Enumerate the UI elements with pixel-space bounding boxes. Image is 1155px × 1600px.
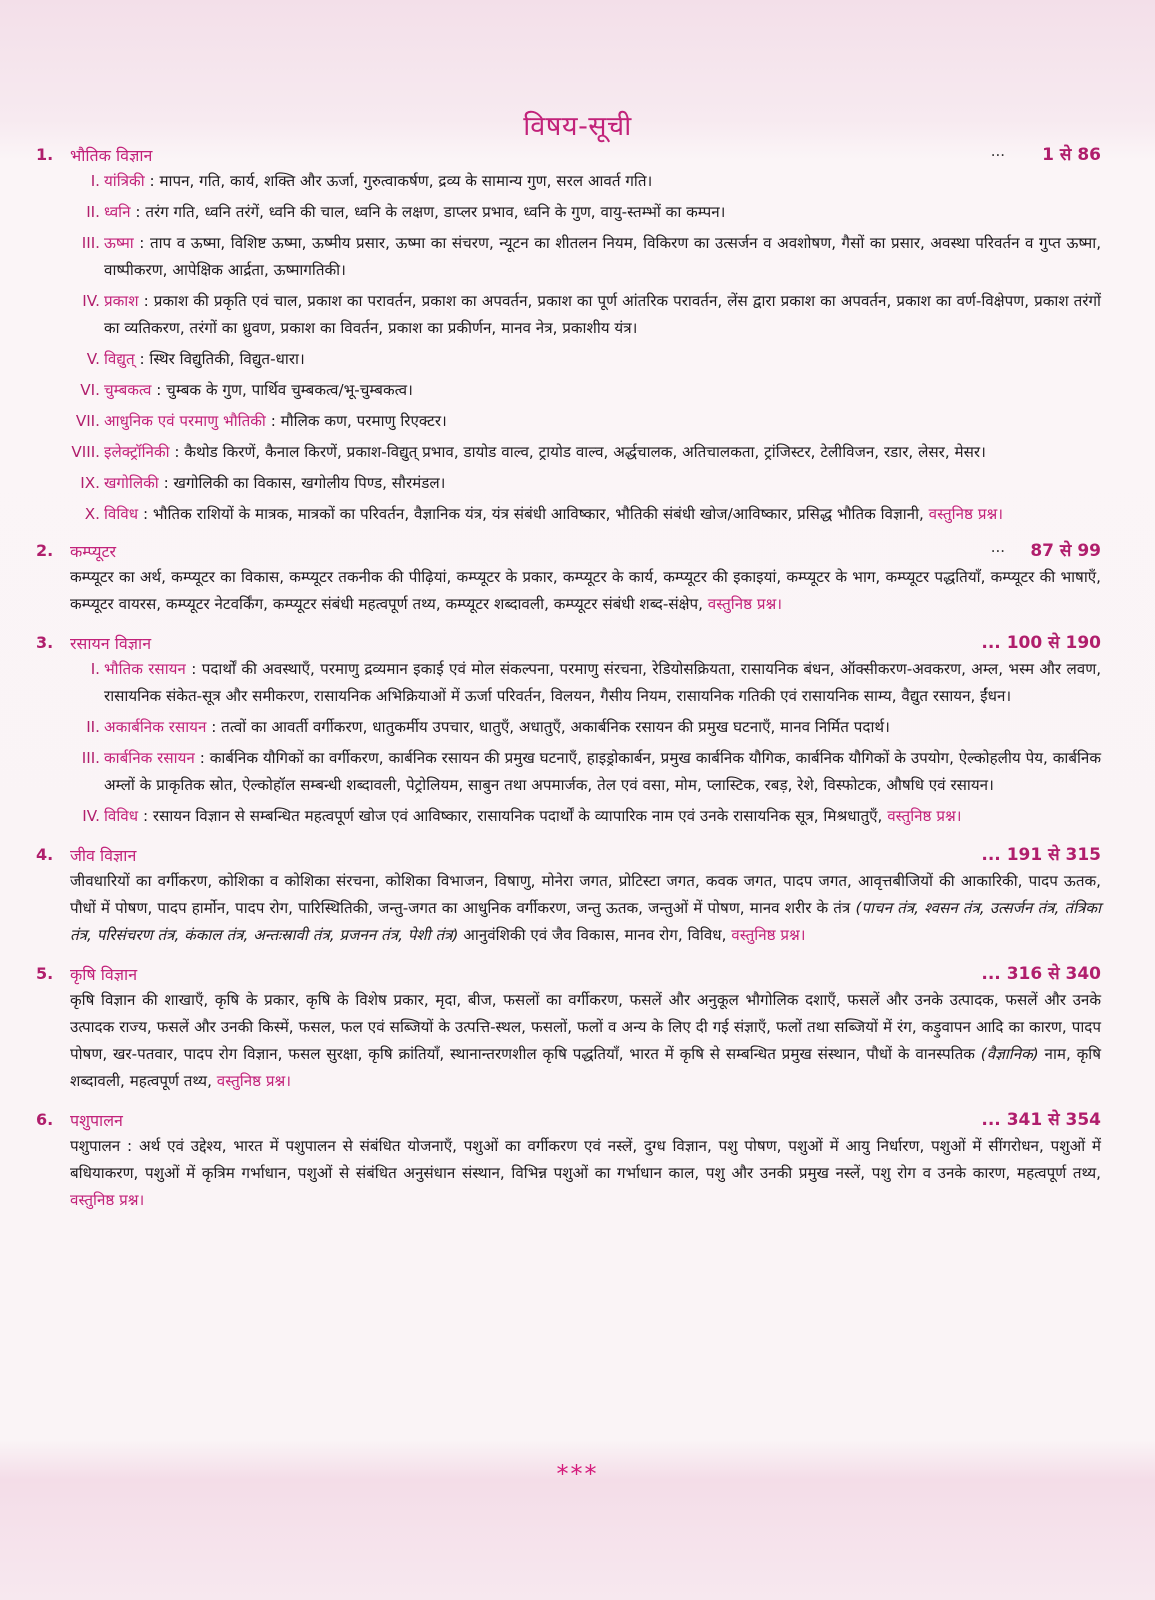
subsection-text: तरंग गति, ध्वनि तरंगें, ध्वनि की चाल, ध्वनि के लक्षण, डाप्लर प्रभाव, ध्वनि के गुण, वायु-स्तम्भों का कम्पन। [145, 203, 726, 221]
subsection-text: मौलिक कण, परमाणु रिएक्टर। [280, 412, 447, 430]
leader-dots: ... [990, 538, 1005, 556]
roman-numeral: V. [86, 350, 100, 368]
subsection[interactable]: IV. प्रकाश : प्रकाश की प्रकृति एवं चाल, प्रकाश का परावर्तन, प्रकाश का अपवर्तन, प्रकाश का पूर्ण आंतरिक परावर्तन, लेंस द्वारा प्रकाश का अपवर्तन, प्रकाश का वर्ण-विक्षेपण, प्रकाश तरंगों का व्यतिकरण, तरंगों का ध्रुवण, प्रकाश का विवर्तन, प्रकाश का प्रकीर्णन, मानव नेत्र, प्रकाशीय यंत्र। [0, 288, 1155, 342]
section-body: पशुपालन : अर्थ एवं उद्देश्य, भारत में पशुपालन से संबंधित योजनाएँ, पशुओं का वर्गीकरण एवं नस्लें, दुग्ध विज्ञान, पशु पोषण, पशुओं में आयु निर्धारण, पशुओं में सींगरोधन, पशुओं में बधियाकरण, पशुओं में कृत्रिम गर्भाधान, पशुओं से संबंधित अनुसंधान संस्थान, विभिन्न पशुओं का गर्भाधान काल, पशु और उनकी प्रमुख नस्लें, पशु रोग व उनके कारण, महत्वपूर्ण तथ्य, वस्तुनिष्ठ प्रश्न। [70, 1137, 1101, 1209]
section-computer [0, 536, 1155, 618]
roman-numeral: II. [86, 718, 100, 736]
subsection[interactable]: I. भौतिक रसायन : पदार्थों की अवस्थाएँ, परमाणु द्रव्यमान इकाई एवं मोल संकल्पना, परमाणु संरचना, रेडियोसक्रियता, रासायनिक बंधन, ऑक्सीकरण-अवकरण, अम्ल, भस्म और लवण, रासायनिक संकेत-सूत्र और समीकरण, रासायनिक अभिक्रियाओं में ऊर्जा परिवर्तन, विलयन, गैसीय नियम, रासायनिक गतिकी एवं रासायनिक साम्य, वैद्युत रसायन, ईंधन। [0, 656, 1155, 710]
section-header[interactable] [0, 628, 1155, 656]
roman-numeral: IV. [82, 807, 100, 825]
subsection-label: प्रकाश [104, 292, 139, 310]
leader-dots: ... [990, 142, 1005, 160]
page-range: ... 316 से 340 [981, 964, 1101, 984]
subsection-label: विद्युत् [104, 350, 135, 368]
objective-questions-link[interactable]: वस्तुनिष्ठ प्रश्न। [70, 1191, 145, 1209]
subsection-label: चुम्बकत्व [104, 381, 152, 399]
roman-numeral: IX. [80, 474, 100, 492]
roman-numeral: VII. [75, 412, 100, 430]
roman-numeral: IV. [82, 292, 100, 310]
page-range: 87 से 99 [1030, 541, 1101, 561]
objective-questions-link[interactable]: वस्तुनिष्ठ प्रश्न। [887, 807, 962, 825]
subsection-label: आधुनिक एवं परमाणु भौतिकी [104, 412, 266, 430]
subsection-text: भौतिक राशियों के मात्रक, मात्रकों का परिवर्तन, वैज्ञानिक यंत्र, यंत्र संबंधी आविष्कार, भौतिकी संबंधी खोज/आविष्कार, प्रसिद्ध भौतिक विज्ञानी, [152, 505, 924, 523]
section-title: रसायन विज्ञान [70, 634, 152, 653]
section-title: जीव विज्ञान [70, 846, 137, 865]
subsection-text: मापन, गति, कार्य, शक्ति और ऊर्जा, गुरुत्वाकर्षण, द्रव्य के सामान्य गुण, सरल आवर्त गति। [159, 172, 653, 190]
subsection-text: चुम्बक के गुण, पार्थिव चुम्बकत्व/भू-चुम्बकत्व। [166, 381, 413, 399]
objective-questions-link[interactable]: वस्तुनिष्ठ प्रश्न। [731, 926, 806, 944]
section-header[interactable] [0, 536, 1155, 564]
subsection[interactable]: V. विद्युत् : स्थिर विद्युतिकी, विद्युत-धारा। [0, 346, 1155, 373]
subsection[interactable]: III. कार्बनिक रसायन : कार्बनिक यौगिकों का वर्गीकरण, कार्बनिक रसायन की प्रमुख घटनाएँ, हाइड्रोकार्बन, प्रमुख कार्बनिक यौगिक, कार्बनिक यौगिकों के उपयोग, ऐल्कोहलीय पेय, कार्बनिक अम्लों के प्राकृतिक स्रोत, ऐल्कोहॉल सम्बन्धी शब्दावली, पेट्रोलियम, साबुन तथा अपमार्जक, तेल एवं वसा, मोम, प्लास्टिक, रबड़, रेशे, विस्फोटक, औषधि एवं रसायन। [0, 745, 1155, 799]
section-number: 4. [36, 845, 54, 864]
roman-numeral: I. [90, 660, 100, 678]
subsection-text: कार्बनिक यौगिकों का वर्गीकरण, कार्बनिक रसायन की प्रमुख घटनाएँ, हाइड्रोकार्बन, प्रमुख कार्बनिक यौगिक, कार्बनिक यौगिकों के उपयोग, ऐल्कोहलीय पेय, कार्बनिक अम्लों के प्राकृतिक स्रोत, ऐल्कोहॉल सम्बन्धी शब्दावली, पेट्रोलियम, साबुन तथा अपमार्जक, तेल एवं वसा, मोम, प्लास्टिक, रबड़, रेशे, विस्फोटक, औषधि एवं रसायन। [104, 749, 1102, 794]
subsection-label: भौतिक रसायन [104, 660, 186, 678]
section-biology [0, 840, 1155, 949]
roman-numeral: I. [90, 172, 100, 190]
roman-numeral: II. [86, 203, 100, 221]
section-body: जीवधारियों का वर्गीकरण, कोशिका व कोशिका संरचना, कोशिका विभाजन, विषाणु, मोनेरा जगत, प्रोटिस्टा जगत, कवक जगत, पादप जगत, आवृत्तबीजियों की आकारिकी, पादप ऊतक, पौधों में पोषण, पादप हार्मोन, पादप रोग, पारिस्थितिकी, जन्तु-जगत का आधुनिक वर्गीकरण, जन्तु ऊतक, जन्तुओं में पोषण, मानव शरीर के तंत्र (पाचन तंत्र, श्वसन तंत्र, उत्सर्जन तंत्र, तंत्रिका तंत्र, परिसंचरण तंत्र, कंकाल तंत्र, अन्तःस्रावी तंत्र, प्रजनन तंत्र, पेशी तंत्र) आनुवंशिकी एवं जैव विकास, मानव रोग, विविध, वस्तुनिष्ठ प्रश्न। [70, 872, 1102, 944]
section-header[interactable] [0, 1105, 1155, 1133]
subsection-label: कार्बनिक रसायन [104, 749, 195, 767]
roman-numeral: VIII. [71, 443, 100, 461]
section-animal-husbandry [0, 1105, 1155, 1214]
section-header[interactable] [0, 140, 1155, 168]
section-agriculture [0, 959, 1155, 1095]
subsection[interactable]: VII. आधुनिक एवं परमाणु भौतिकी : मौलिक कण, परमाणु रिएक्टर। [0, 408, 1155, 435]
roman-numeral: III. [81, 749, 100, 767]
section-title: कम्प्यूटर [70, 542, 117, 561]
subsection-text: पदार्थों की अवस्थाएँ, परमाणु द्रव्यमान इकाई एवं मोल संकल्पना, परमाणु संरचना, रेडियोसक्रियता, रासायनिक बंधन, ऑक्सीकरण-अवकरण, अम्ल, भस्म और लवण, रासायनिक संकेत-सूत्र और समीकरण, रासायनिक अभिक्रियाओं में ऊर्जा परिवर्तन, विलयन, गैसीय नियम, रासायनिक गतिकी एवं रासायनिक साम्य, वैद्युत रसायन, ईंधन। [104, 660, 1102, 705]
subsection[interactable]: I. यांत्रिकी : मापन, गति, कार्य, शक्ति और ऊर्जा, गुरुत्वाकर्षण, द्रव्य के सामान्य गुण, सरल आवर्त गति। [0, 168, 1155, 195]
section-number: 3. [36, 633, 54, 652]
subsection-label: यांत्रिकी [104, 172, 145, 190]
subsection-label: ऊष्मा [104, 234, 134, 252]
subsection[interactable]: VIII. इलेक्ट्रॉनिकी : कैथोड किरणें, कैनाल किरणें, प्रकाश-विद्युत् प्रभाव, डायोड वाल्व, ट्रायोड वाल्व, अर्द्धचालक, अतिचालकता, ट्रांजिस्टर, टेलीविजन, रडार, लेसर, मेसर। [0, 439, 1155, 466]
subsection[interactable]: II. ध्वनि : तरंग गति, ध्वनि तरंगें, ध्वनि की चाल, ध्वनि के लक्षण, डाप्लर प्रभाव, ध्वनि के गुण, वायु-स्तम्भों का कम्पन। [0, 199, 1155, 226]
page-range: ... 100 से 190 [981, 633, 1101, 653]
subsection[interactable]: II. अकार्बनिक रसायन : तत्वों का आवर्ती वर्गीकरण, धातुकर्मीय उपचार, धातुएँ, अधातुएँ, अकार्बनिक रसायन की प्रमुख घटनाएँ, मानव निर्मित पदार्थ। [0, 714, 1155, 741]
section-title: कृषि विज्ञान [70, 965, 138, 984]
section-physics [0, 140, 1155, 528]
section-title: पशुपालन [70, 1111, 123, 1130]
subsection-text: स्थिर विद्युतिकी, विद्युत-धारा। [149, 350, 305, 368]
subsection[interactable]: X. विविध : भौतिक राशियों के मात्रक, मात्रकों का परिवर्तन, वैज्ञानिक यंत्र, यंत्र संबंधी आविष्कार, भौतिकी संबंधी खोज/आविष्कार, प्रसिद्ध भौतिक विज्ञानी, वस्तुनिष्ठ प्रश्न। [0, 501, 1155, 528]
end-separator-stars: *** [556, 1460, 599, 1488]
objective-questions-link[interactable]: वस्तुनिष्ठ प्रश्न। [707, 595, 783, 613]
subsection-text: खगोलिकी का विकास, खगोलीय पिण्ड, सौरमंडल। [173, 474, 446, 492]
page-range: 1 से 86 [1042, 145, 1101, 165]
roman-numeral: X. [84, 505, 100, 523]
subsection-label: खगोलिकी [104, 474, 159, 492]
section-title: भौतिक विज्ञान [70, 146, 153, 165]
section-number: 1. [36, 145, 54, 164]
page-range: ... 191 से 315 [981, 845, 1101, 865]
table-of-contents [0, 140, 1155, 1214]
subsection[interactable]: III. ऊष्मा : ताप व ऊष्मा, विशिष्ट ऊष्मा, ऊष्मीय प्रसार, ऊष्मा का संचरण, न्यूटन का शीतलन नियम, विकिरण का उत्सर्जन व अवशोषण, गैसों का प्रसार, अवस्था परिवर्तन व गुप्त ऊष्मा, वाष्पीकरण, आपेक्षिक आर्द्रता, ऊष्मागतिकी। [0, 230, 1155, 284]
subsection-text: तत्वों का आवर्ती वर्गीकरण, धातुकर्मीय उपचार, धातुएँ, अधातुएँ, अकार्बनिक रसायन की प्रमुख घटनाएँ, मानव निर्मित पदार्थ। [221, 718, 890, 736]
subsection-text: कैथोड किरणें, कैनाल किरणें, प्रकाश-विद्युत् प्रभाव, डायोड वाल्व, ट्रायोड वाल्व, अर्द्धचालक, अतिचालकता, ट्रांजिस्टर, टेलीविजन, रडार, लेसर, मेसर। [184, 443, 986, 461]
subsection-text: प्रकाश की प्रकृति एवं चाल, प्रकाश का परावर्तन, प्रकाश का अपवर्तन, प्रकाश का पूर्ण आंतरिक परावर्तन, लेंस द्वारा प्रकाश का अपवर्तन, प्रकाश का वर्ण-विक्षेपण, प्रकाश तरंगों का व्यतिकरण, तरंगों का ध्रुवण, प्रकाश का विवर्तन, प्रकाश का प्रकीर्णन, मानव नेत्र, प्रकाशीय यंत्र। [104, 292, 1101, 337]
subsection-label: अकार्बनिक रसायन [104, 718, 207, 736]
subsection-label: ध्वनि [104, 203, 131, 221]
subsection-text: ताप व ऊष्मा, विशिष्ट ऊष्मा, ऊष्मीय प्रसार, ऊष्मा का संचरण, न्यूटन का शीतलन नियम, विकिरण का उत्सर्जन व अवशोषण, गैसों का प्रसार, अवस्था परिवर्तन व गुप्त ऊष्मा, वाष्पीकरण, आपेक्षिक आर्द्रता, ऊष्मागतिकी। [104, 234, 1102, 279]
subsection-label: विविध [104, 505, 139, 523]
subsection[interactable]: VI. चुम्बकत्व : चुम्बक के गुण, पार्थिव चुम्बकत्व/भू-चुम्बकत्व। [0, 377, 1155, 404]
page-title: विषय-सूची [523, 111, 632, 142]
roman-numeral: III. [81, 234, 100, 252]
section-header[interactable] [0, 840, 1155, 868]
subsection[interactable]: IX. खगोलिकी : खगोलिकी का विकास, खगोलीय पिण्ड, सौरमंडल। [0, 470, 1155, 497]
subsection-text: रसायन विज्ञान से सम्बन्धित महत्वपूर्ण खोज एवं आविष्कार, रासायनिक पदार्थों के व्यापारिक नाम एवं उनके रासायनिक सूत्र, मिश्रधातुएँ, [152, 807, 883, 825]
section-chemistry [0, 628, 1155, 830]
section-number: 6. [36, 1110, 54, 1129]
subsection-label: इलेक्ट्रॉनिकी [104, 443, 170, 461]
section-body: कृषि विज्ञान की शाखाएँ, कृषि के प्रकार, कृषि के विशेष प्रकार, मृदा, बीज, फसलों का वर्गीकरण, फसलें और अनुकूल भौगोलिक दशाएँ, फसलें और उनके उत्पादक, फसलें और उनके उत्पादक राज्य, फसलें और उनकी किस्में, फसल, फल एवं सब्जियों के उत्पत्ति-स्थल, फसलों, फलों व अन्य के लिए दी गई संज्ञाएँ, फलों तथा सब्जियों में रंग, कड़ुवापन आदि का कारण, पादप पोषण, खर-पतवार, पादप रोग विज्ञान, फसल सुरक्षा, कृषि क्रांतियाँ, स्थानान्तरणशील कृषि पद्धतियाँ, भारत में कृषि से सम्बन्धित प्रमुख संस्थान, पौधों के वानस्पतिक (वैज्ञानिक) नाम, कृषि शब्दावली, महत्वपूर्ण तथ्य, वस्तुनिष्ठ प्रश्न। [70, 991, 1102, 1090]
section-number: 2. [36, 541, 54, 560]
page-range: ... 341 से 354 [981, 1110, 1101, 1130]
subsection[interactable]: IV. विविध : रसायन विज्ञान से सम्बन्धित महत्वपूर्ण खोज एवं आविष्कार, रासायनिक पदार्थों के व्यापारिक नाम एवं उनके रासायनिक सूत्र, मिश्रधातुएँ, वस्तुनिष्ठ प्रश्न। [0, 803, 1155, 830]
objective-questions-link[interactable]: वस्तुनिष्ठ प्रश्न। [928, 505, 1003, 523]
objective-questions-link[interactable]: वस्तुनिष्ठ प्रश्न। [216, 1072, 292, 1090]
section-header[interactable] [0, 959, 1155, 987]
subsection-label: विविध [104, 807, 139, 825]
section-number: 5. [36, 964, 54, 983]
roman-numeral: VI. [80, 381, 100, 399]
section-body: कम्प्यूटर का अर्थ, कम्प्यूटर का विकास, कम्प्यूटर तकनीक की पीढ़ियां, कम्प्यूटर के प्रकार, कम्प्यूटर के कार्य, कम्प्यूटर की इकाइयां, कम्प्यूटर के भाग, कम्प्यूटर पद्धतियाँ, कम्प्यूटर की भाषाएँ, कम्प्यूटर वायरस, कम्प्यूटर नेटवर्किंग, कम्प्यूटर संबंधी महत्वपूर्ण तथ्य, कम्प्यूटर शब्दावली, कम्प्यूटर संबंधी शब्द-संक्षेप, वस्तुनिष्ठ प्रश्न। [70, 568, 1101, 613]
